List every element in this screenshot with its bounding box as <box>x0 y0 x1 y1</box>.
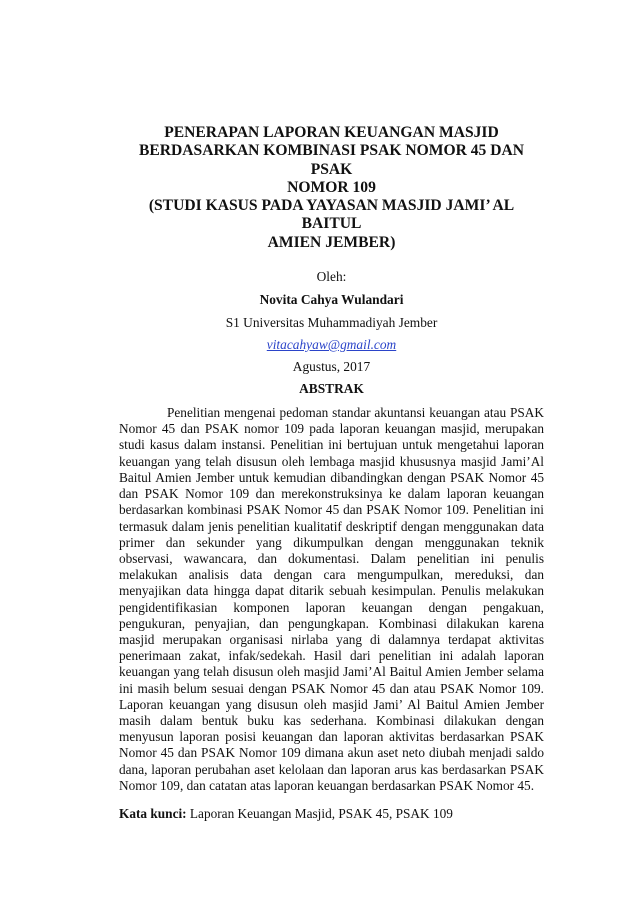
paper-title <box>119 124 544 252</box>
abstract-heading: ABSTRAK <box>299 381 364 397</box>
author-name: Novita Cahya Wulandari <box>259 292 404 308</box>
keywords-label: Kata kunci: <box>119 805 187 821</box>
keywords <box>119 806 544 822</box>
byline <box>119 269 544 397</box>
title-line-4: (STUDI KASUS PADA YAYASAN MASJID JAMI’ AL BAITUL <box>148 197 515 233</box>
abstract-body: Penelitian mengenai pedoman standar akuntansi keuangan atau PSAK Nomor 45 dan PSAK nomor 109 pada laporan keuangan masjid, merupakan studi kasus dalam instansi. Penelitian ini bertujuan untuk mengetahui laporan keuangan yang telah disusun oleh lembaga masjid khususnya masjid Jami’Al Baitul Amien Jember untuk kemudian dibandingkan dengan PSAK Nomor 45 dan PSAK Nomor 109 dan merekonstruksinya ke dalam laporan keuangan berdasarkan kombinasi PSAK Nomor 45 dan PSAK Nomor 109. Penelitian ini termasuk dalam jenis penelitian kualitatif deskriptif dengan menggunakan data primer dan sekunder yang dikumpulkan dengan menggunakan teknik observasi, wawancara, dan dokumentasi. Dalam penelitian ini penulis melakukan analisis data dengan cara mengumpulkan, mereduksi, dan menyajikan data hingga dapat ditarik sebuah kesimpulan. Penulis melakukan pengidentifikasian komponen laporan keuangan dengan pengakuan, pengukuran, penyajian, dan pengungkapan. Kombinasi dilakukan karena masjid merupakan organisasi nirlaba yang di dalamnya terdapat aktivitas penerimaan zakat, infak/sedekah. Hasil dari penelitian ini adalah laporan keuangan yang telah disusun oleh masjid Jami’Al Baitul Amien Jember selama ini masih belum sesuai dengan PSAK Nomor 45 dan atau PSAK Nomor 109. Laporan keuangan yang disusun oleh masjid Jami’ Al Baitul Amien Jember masih dalam bentuk buku kas sederhana. Kombinasi dilakukan dengan menyusun laporan posisi keuangan dan laporan aktivitas berdasarkan PSAK Nomor 45 dan PSAK Nomor 109 dimana akun aset neto diubah menjadi saldo dana, laporan perubahan aset kelolaan dan laporan arus kas berdasarkan PSAK Nomor 109, dan catatan atas laporan keuangan berdasarkan PSAK Nomor 45. <box>119 405 544 793</box>
title-line-3: NOMOR 109 <box>287 178 376 196</box>
keywords-text: Laporan Keuangan Masjid, PSAK 45, PSAK 109 <box>186 805 453 821</box>
title-line-5: AMIEN JEMBER) <box>267 233 396 251</box>
author-affiliation: S1 Universitas Muhammadiyah Jember <box>225 315 438 331</box>
publication-date: Agustus, 2017 <box>292 359 371 375</box>
by-label: Oleh: <box>316 269 347 285</box>
title-line-2: BERDASARKAN KOMBINASI PSAK NOMOR 45 DAN PSAK <box>138 142 525 178</box>
author-email-link[interactable]: vitacahyaw@gmail.com <box>266 337 397 353</box>
title-line-1: PENERAPAN LAPORAN KEUANGAN MASJID <box>164 124 499 141</box>
